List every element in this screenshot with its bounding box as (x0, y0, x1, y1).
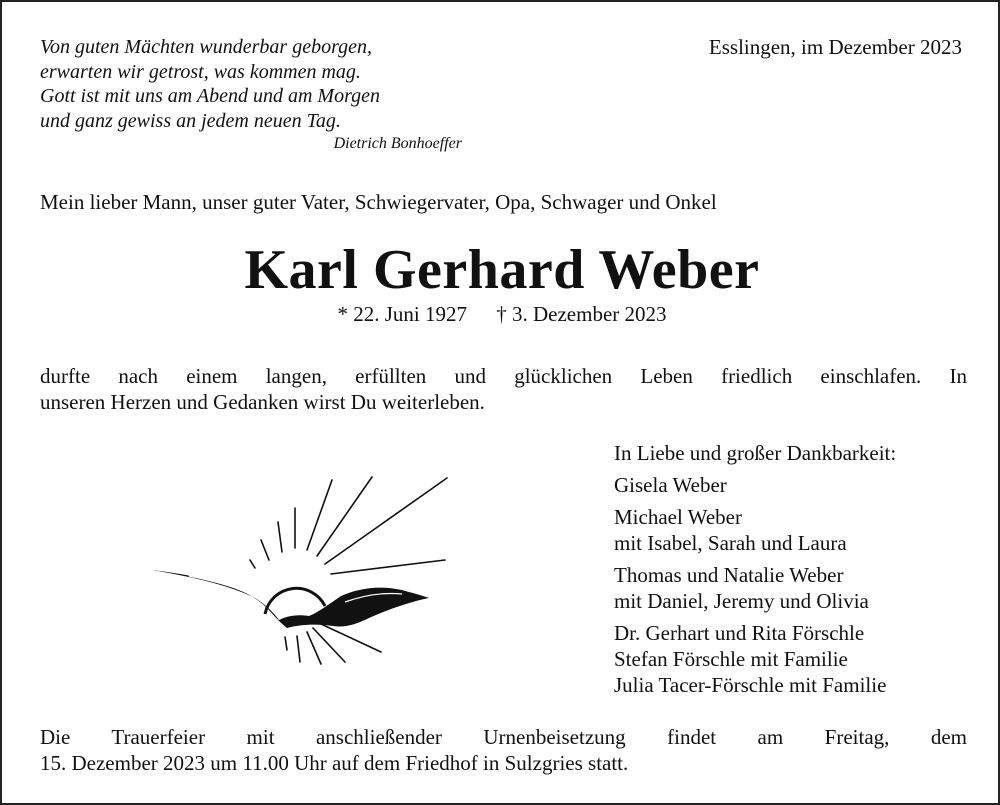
mourner-group (614, 472, 896, 498)
sunrise-bird-icon (147, 472, 467, 672)
mourner-name: mit Daniel, Jeremy und Olivia (614, 589, 869, 613)
message-line: unseren Herzen und Gedanken wirst Du weiterleben. (40, 390, 485, 414)
mourner-name: Gisela Weber (614, 473, 727, 497)
message-line: durfte nach einem langen, erfüllten und glücklichen Leben friedlich einschlafen. In (40, 364, 967, 388)
funeral-line: Die Trauerfeier mit anschließender Urnenbeisetzung findet am Freitag, dem (40, 725, 967, 749)
poem-block (40, 35, 470, 154)
intro-text: Mein lieber Mann, unser guter Vater, Schwiegervater, Opa, Schwager und Onkel (40, 190, 717, 214)
mourner-name: Michael Weber (614, 505, 742, 529)
life-dates (2, 302, 1000, 327)
mourners-list (614, 440, 896, 704)
death-date: † 3. Dezember 2023 (496, 302, 667, 326)
mourners-heading: In Liebe und großer Dankbarkeit: (614, 441, 897, 465)
deceased-name: Karl Gerhard Weber (244, 239, 760, 301)
birth-date: * 22. Juni 1927 (337, 302, 467, 326)
mourner-name: mit Isabel, Sarah und Laura (614, 531, 847, 555)
mourner-name: Thomas und Natalie Weber (614, 563, 844, 587)
mourner-group (614, 620, 896, 698)
poem-line: Von guten Mächten wunderbar geborgen, (40, 36, 372, 58)
poem-line: und ganz gewiss an jedem neuen Tag. (40, 109, 341, 132)
message-text (40, 363, 967, 415)
mourner-name: Dr. Gerhart und Rita Förschle (614, 621, 865, 645)
funeral-line: 15. Dezember 2023 um 11.00 Uhr auf dem Friedhof in Sulzgries statt. (40, 751, 629, 775)
place-date: Esslingen, im Dezember 2023 (708, 35, 962, 59)
mourner-name: Stefan Förschle mit Familie (614, 647, 848, 671)
mourner-group (614, 504, 896, 556)
poem-line: Gott ist mit uns am Abend und am Morgen (40, 85, 380, 107)
poem-line: erwarten wir getrost, was kommen mag. (40, 60, 361, 83)
funeral-notice (40, 724, 967, 776)
poem-author: Dietrich Bonhoeffer (333, 135, 462, 152)
mourner-group (614, 562, 896, 614)
mourner-name: Julia Tacer-Förschle mit Familie (614, 673, 887, 697)
